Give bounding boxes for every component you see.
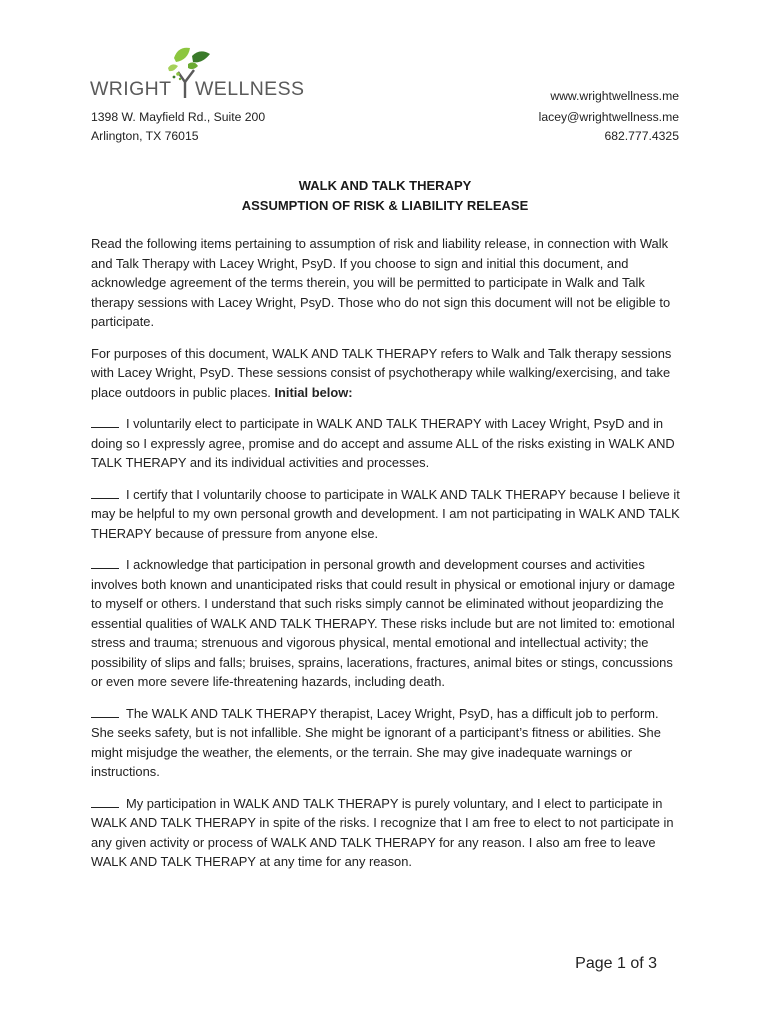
address-line-2: Arlington, TX 76015 bbox=[91, 129, 199, 143]
initial-below-label: Initial below: bbox=[274, 384, 353, 400]
title-line-2: ASSUMPTION OF RISK & LIABILITY RELEASE bbox=[241, 197, 529, 213]
initial-item-1 bbox=[91, 414, 681, 473]
initial-field[interactable] bbox=[91, 707, 119, 718]
wright-wellness-logo bbox=[90, 44, 305, 102]
initial-item-text: I acknowledge that participation in personal growth and development courses and activities involves both known and unanticipated risks that could result in physical or emotional injury or damage to myself or others. I understand that such risks simply cannot be eliminated without jeopardizing the essential qualities of WALK AND TALK THERAPY. These risks include but are not limited to: emotional stress and trauma; strenuous and vigorous physical, mental emotional and intellectual activity; the possibility of slips and falls; bruises, sprains, lacerations, fractures, animal bites or stings, concussions or even more severe life-threatening hazards, including death. bbox=[91, 557, 675, 689]
definition-paragraph bbox=[91, 344, 681, 403]
page-number: Page 1 of 3 bbox=[575, 955, 657, 972]
title-line-1: WALK AND TALK THERAPY bbox=[298, 178, 472, 193]
initial-field[interactable] bbox=[91, 797, 119, 808]
definition-text: For purposes of this document, WALK AND TALK THERAPY refers to Walk and Talk therapy sessions with Lacey Wright, PsyD. These sessions consist of psychotherapy while walking/exercising, and take place outdoors in public places. bbox=[91, 345, 672, 400]
initial-item-text: The WALK AND TALK THERAPY therapist, Lacey Wright, PsyD, has a difficult job to perform. She seeks safety, but is not infallible. She might be ignorant of a participant’s fitness or abilities. She might misjudge the weather, the elements, or the terrain. She may give inadequate warnings or instructions. bbox=[91, 705, 661, 779]
initial-item-text: I voluntarily elect to participate in WALK AND TALK THERAPY with Lacey Wright, PsyD and in doing so I expressly agree, promise and do accept and assume ALL of the risks existing in WALK AND TALK THERAPY and its individual activities and processes. bbox=[91, 416, 675, 470]
document-body bbox=[91, 234, 681, 884]
initial-field[interactable] bbox=[91, 488, 119, 499]
intro-paragraph: Read the following items pertaining to assumption of risk and liability release, in connection with Walk and Talk Therapy with Lacey Wright, PsyD. If you choose to sign and initial this document, and acknowledge agreement of the terms therein, you will be permitted to participate in Walk and Talk therapy sessions with Lacey Wright, PsyD. Those who do not sign this document will not be eligible to participate. bbox=[91, 236, 671, 329]
address-block bbox=[91, 108, 265, 146]
address-line-1: 1398 W. Mayfield Rd., Suite 200 bbox=[91, 110, 266, 124]
initial-item-text: I certify that I voluntarily choose to participate in WALK AND TALK THERAPY because I believe it may be helpful to my own personal growth and development. I am not participating in WALK AND TALK THERAPY because of pressure from anyone else. bbox=[91, 486, 680, 541]
initial-item-text: My participation in WALK AND TALK THERAPY is purely voluntary, and I elect to participate in WALK AND TALK THERAPY in spite of the risks. I recognize that I am free to elect to not participate in any given activity or process of WALK AND TALK THERAPY for any reason. I also am free to leave WALK AND TALK THERAPY at any time for any reason. bbox=[91, 795, 674, 869]
email-link[interactable]: lacey@wrightwellness.me bbox=[538, 110, 679, 124]
document-title bbox=[0, 176, 770, 215]
initial-field[interactable] bbox=[91, 417, 119, 428]
phone-number: 682.777.4325 bbox=[604, 129, 679, 143]
website-link[interactable]: www.wrightwellness.me bbox=[550, 89, 679, 103]
initial-item-5 bbox=[91, 794, 681, 872]
initial-item-4 bbox=[91, 704, 681, 782]
initial-field[interactable] bbox=[91, 558, 119, 569]
logo-text-wright: WRIGHT bbox=[90, 78, 172, 100]
initial-item-3 bbox=[91, 555, 681, 692]
initial-item-2 bbox=[91, 485, 681, 544]
logo-text-wellness: WELLNESS bbox=[195, 78, 305, 100]
contact-block bbox=[539, 87, 679, 146]
